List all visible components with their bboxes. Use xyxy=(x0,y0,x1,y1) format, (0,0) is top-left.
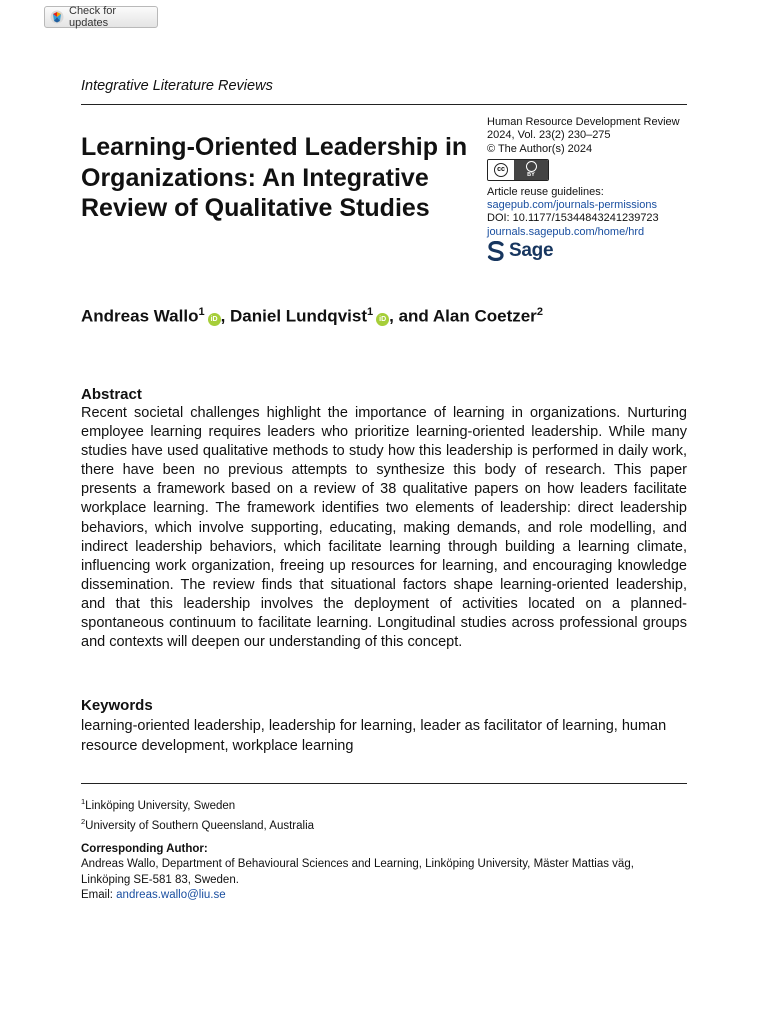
corresponding-address-1: Andreas Wallo, Department of Behavioural Sciences and Learning, Linköping University, Mäster Mattias väg, xyxy=(81,858,634,871)
affiliations xyxy=(81,794,314,834)
footnote-divider xyxy=(81,783,687,784)
sage-wordmark: Sage xyxy=(509,240,554,262)
cc-by-license-icon[interactable] xyxy=(487,159,549,181)
author-separator: , and xyxy=(389,306,433,326)
crossmark-icon xyxy=(50,10,64,24)
author-separator: , xyxy=(220,306,231,326)
abstract-heading: Abstract xyxy=(81,386,142,403)
check-for-updates-label: Check for updates xyxy=(69,5,117,29)
keywords-text: learning-oriented leadership, leadership for learning, leader as facilitator of learning, human resource development, workplace learning xyxy=(81,718,667,754)
orcid-icon[interactable]: iD xyxy=(208,313,221,326)
section-label: Integrative Literature Reviews xyxy=(81,78,273,94)
copyright-line: © The Author(s) 2024 xyxy=(487,142,593,155)
cc-label: cc xyxy=(494,163,508,177)
author-affiliation-number: 1 xyxy=(198,306,205,318)
author-name: Daniel Lundqvist xyxy=(230,306,367,326)
affiliation-1: $^1$Linköping University, Sweden xyxy=(81,797,236,812)
doi-line: DOI: 10.1177/15344843241239723 xyxy=(487,212,659,225)
author-name: Andreas Wallo xyxy=(81,306,199,326)
journal-meta xyxy=(487,116,697,261)
reuse-guidelines-label: Article reuse guidelines: xyxy=(487,185,604,198)
by-person-icon xyxy=(526,161,537,172)
author-affiliation-number: 1 xyxy=(367,306,374,318)
sage-s-icon xyxy=(487,241,505,261)
author-name: Alan Coetzer xyxy=(432,306,537,326)
journal-name: Human Resource Development Review xyxy=(487,116,680,128)
article-title: Learning-Oriented Leadership in Organizations: An Integrative Review of Qualitative Studies xyxy=(81,133,468,222)
sage-logo xyxy=(487,241,697,261)
journal-volume: 2024, Vol. 23(2) 230–275 xyxy=(487,129,611,142)
author-affiliation-number: 2 xyxy=(536,306,543,318)
corresponding-heading: Corresponding Author: xyxy=(81,843,208,855)
keywords-heading: Keywords xyxy=(81,697,153,714)
abstract-text: Recent societal challenges highlight the importance of learning in organizations. Nurturing employee learning requires leaders who prioritize learning-oriented leadership. While many studies have used qualitative methods to study how this leadership is performed in daily work, there have been no previous attempts to synthesize this body of research. This paper presents a framework based on a review of 38 qualitative papers on how leaders facilitate workplace learning. The framework identifies two elements of leadership: direct leadership behaviors, which involve supporting, educating, making demands, and role modelling, and indirect leadership behaviors, which facilitate learning through building a learning climate, influencing work organization, freeing up resources for learning, and encouraging knowledge dissemination. The review finds that situational factors shape learning-oriented leadership, and that this leadership involves the deployment of activities located on a planned-spontaneous continuum to facilitate learning. Longitudinal studies across professional groups and contexts will deepen our understanding of this concept. xyxy=(81,405,687,651)
corresponding-email-line: Email: andreas.wallo@liu.se xyxy=(81,888,226,901)
check-for-updates-button[interactable] xyxy=(44,6,158,28)
by-label: BY xyxy=(527,172,535,179)
orcid-icon[interactable]: iD xyxy=(376,313,389,326)
corresponding-author xyxy=(81,842,691,903)
corresponding-address-2: Linköping SE-581 83, Sweden. xyxy=(81,873,239,886)
affiliation-2: $^2$University of Southern Queensland, Australia xyxy=(81,816,315,832)
email-link[interactable]: andreas.wallo@liu.se xyxy=(116,888,226,901)
journal-home-link[interactable]: journals.sagepub.com/home/hrd xyxy=(487,225,645,238)
header-divider xyxy=(81,104,687,105)
permissions-link[interactable]: sagepub.com/journals-permissions xyxy=(487,199,657,212)
author-list xyxy=(81,306,543,327)
